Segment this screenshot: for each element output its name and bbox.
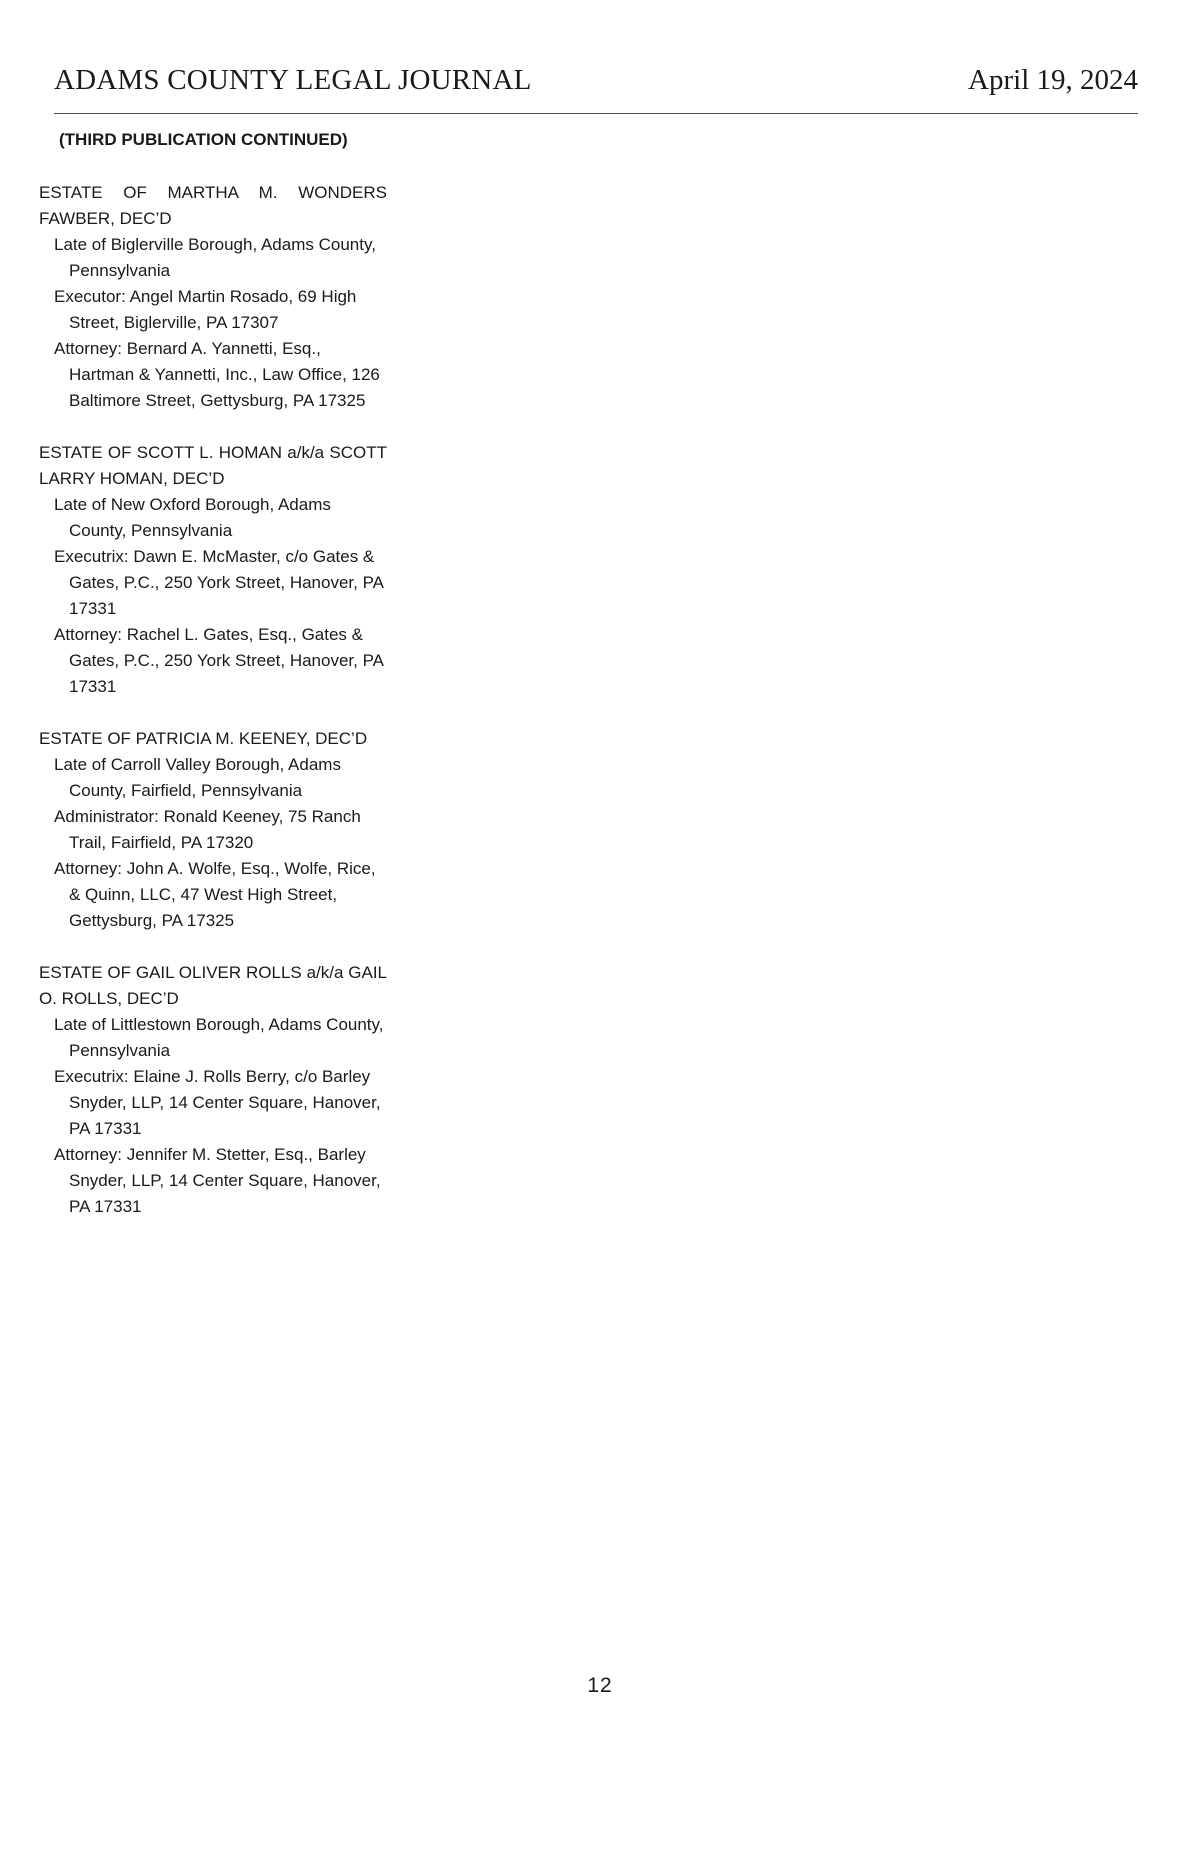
estate-residence: Late of Biglerville Borough, Adams County, Pennsylvania — [54, 235, 376, 280]
estate-residence: Late of Littlestown Borough, Adams County, Pennsylvania — [54, 1015, 384, 1060]
estate-representative: Administrator: Ronald Keeney, 75 Ranch Trail, Fairfield, PA 17320 — [54, 807, 361, 852]
estate-representative: Executrix: Dawn E. McMaster, c/o Gates & Gates, P.C., 250 York Street, Hanover, PA 17331 — [54, 547, 384, 618]
estate-representative: Executor: Angel Martin Rosado, 69 High Street, Biglerville, PA 17307 — [54, 287, 357, 332]
estate-attorney: Attorney: John A. Wolfe, Esq., Wolfe, Rice, & Quinn, LLC, 47 West High Street, Gettysburg, PA 17325 — [54, 859, 376, 930]
section-heading: (THIRD PUBLICATION CONTINUED) — [59, 130, 348, 149]
estate-residence: Late of Carroll Valley Borough, Adams County, Fairfield, Pennsylvania — [54, 755, 341, 800]
estate-name: ESTATE OF GAIL OLIVER ROLLS a/k/a GAIL O. ROLLS, DEC’D — [39, 963, 387, 1008]
estate-notice — [39, 440, 387, 700]
estate-name: ESTATE OF MARTHA M. WONDERS FAWBER, DEC’D — [39, 183, 387, 228]
estate-notices-column — [39, 180, 387, 1246]
estate-attorney: Attorney: Jennifer M. Stetter, Esq., Barley Snyder, LLP, 14 Center Square, Hanover, PA 17331 — [54, 1145, 381, 1216]
journal-title: ADAMS COUNTY LEGAL JOURNAL — [54, 64, 532, 96]
estate-attorney: Attorney: Bernard A. Yannetti, Esq., Hartman & Yannetti, Inc., Law Office, 126 Baltimore Street, Gettysburg, PA 17325 — [54, 339, 380, 410]
estate-representative: Executrix: Elaine J. Rolls Berry, c/o Barley Snyder, LLP, 14 Center Square, Hanover, PA 17331 — [54, 1067, 381, 1138]
estate-name: ESTATE OF SCOTT L. HOMAN a/k/a SCOTT LARRY HOMAN, DEC’D — [39, 443, 387, 488]
page-header — [54, 64, 1138, 104]
estate-attorney: Attorney: Rachel L. Gates, Esq., Gates & Gates, P.C., 250 York Street, Hanover, PA 17331 — [54, 625, 384, 696]
estate-notice — [39, 960, 387, 1220]
issue-date: April 19, 2024 — [968, 64, 1138, 96]
header-divider — [54, 113, 1138, 114]
estate-residence: Late of New Oxford Borough, Adams County, Pennsylvania — [54, 495, 331, 540]
estate-notice — [39, 180, 387, 414]
estate-name: ESTATE OF PATRICIA M. KEENEY, DEC’D — [39, 729, 368, 748]
estate-notice — [39, 726, 387, 934]
page-number: 12 — [587, 1674, 613, 1697]
